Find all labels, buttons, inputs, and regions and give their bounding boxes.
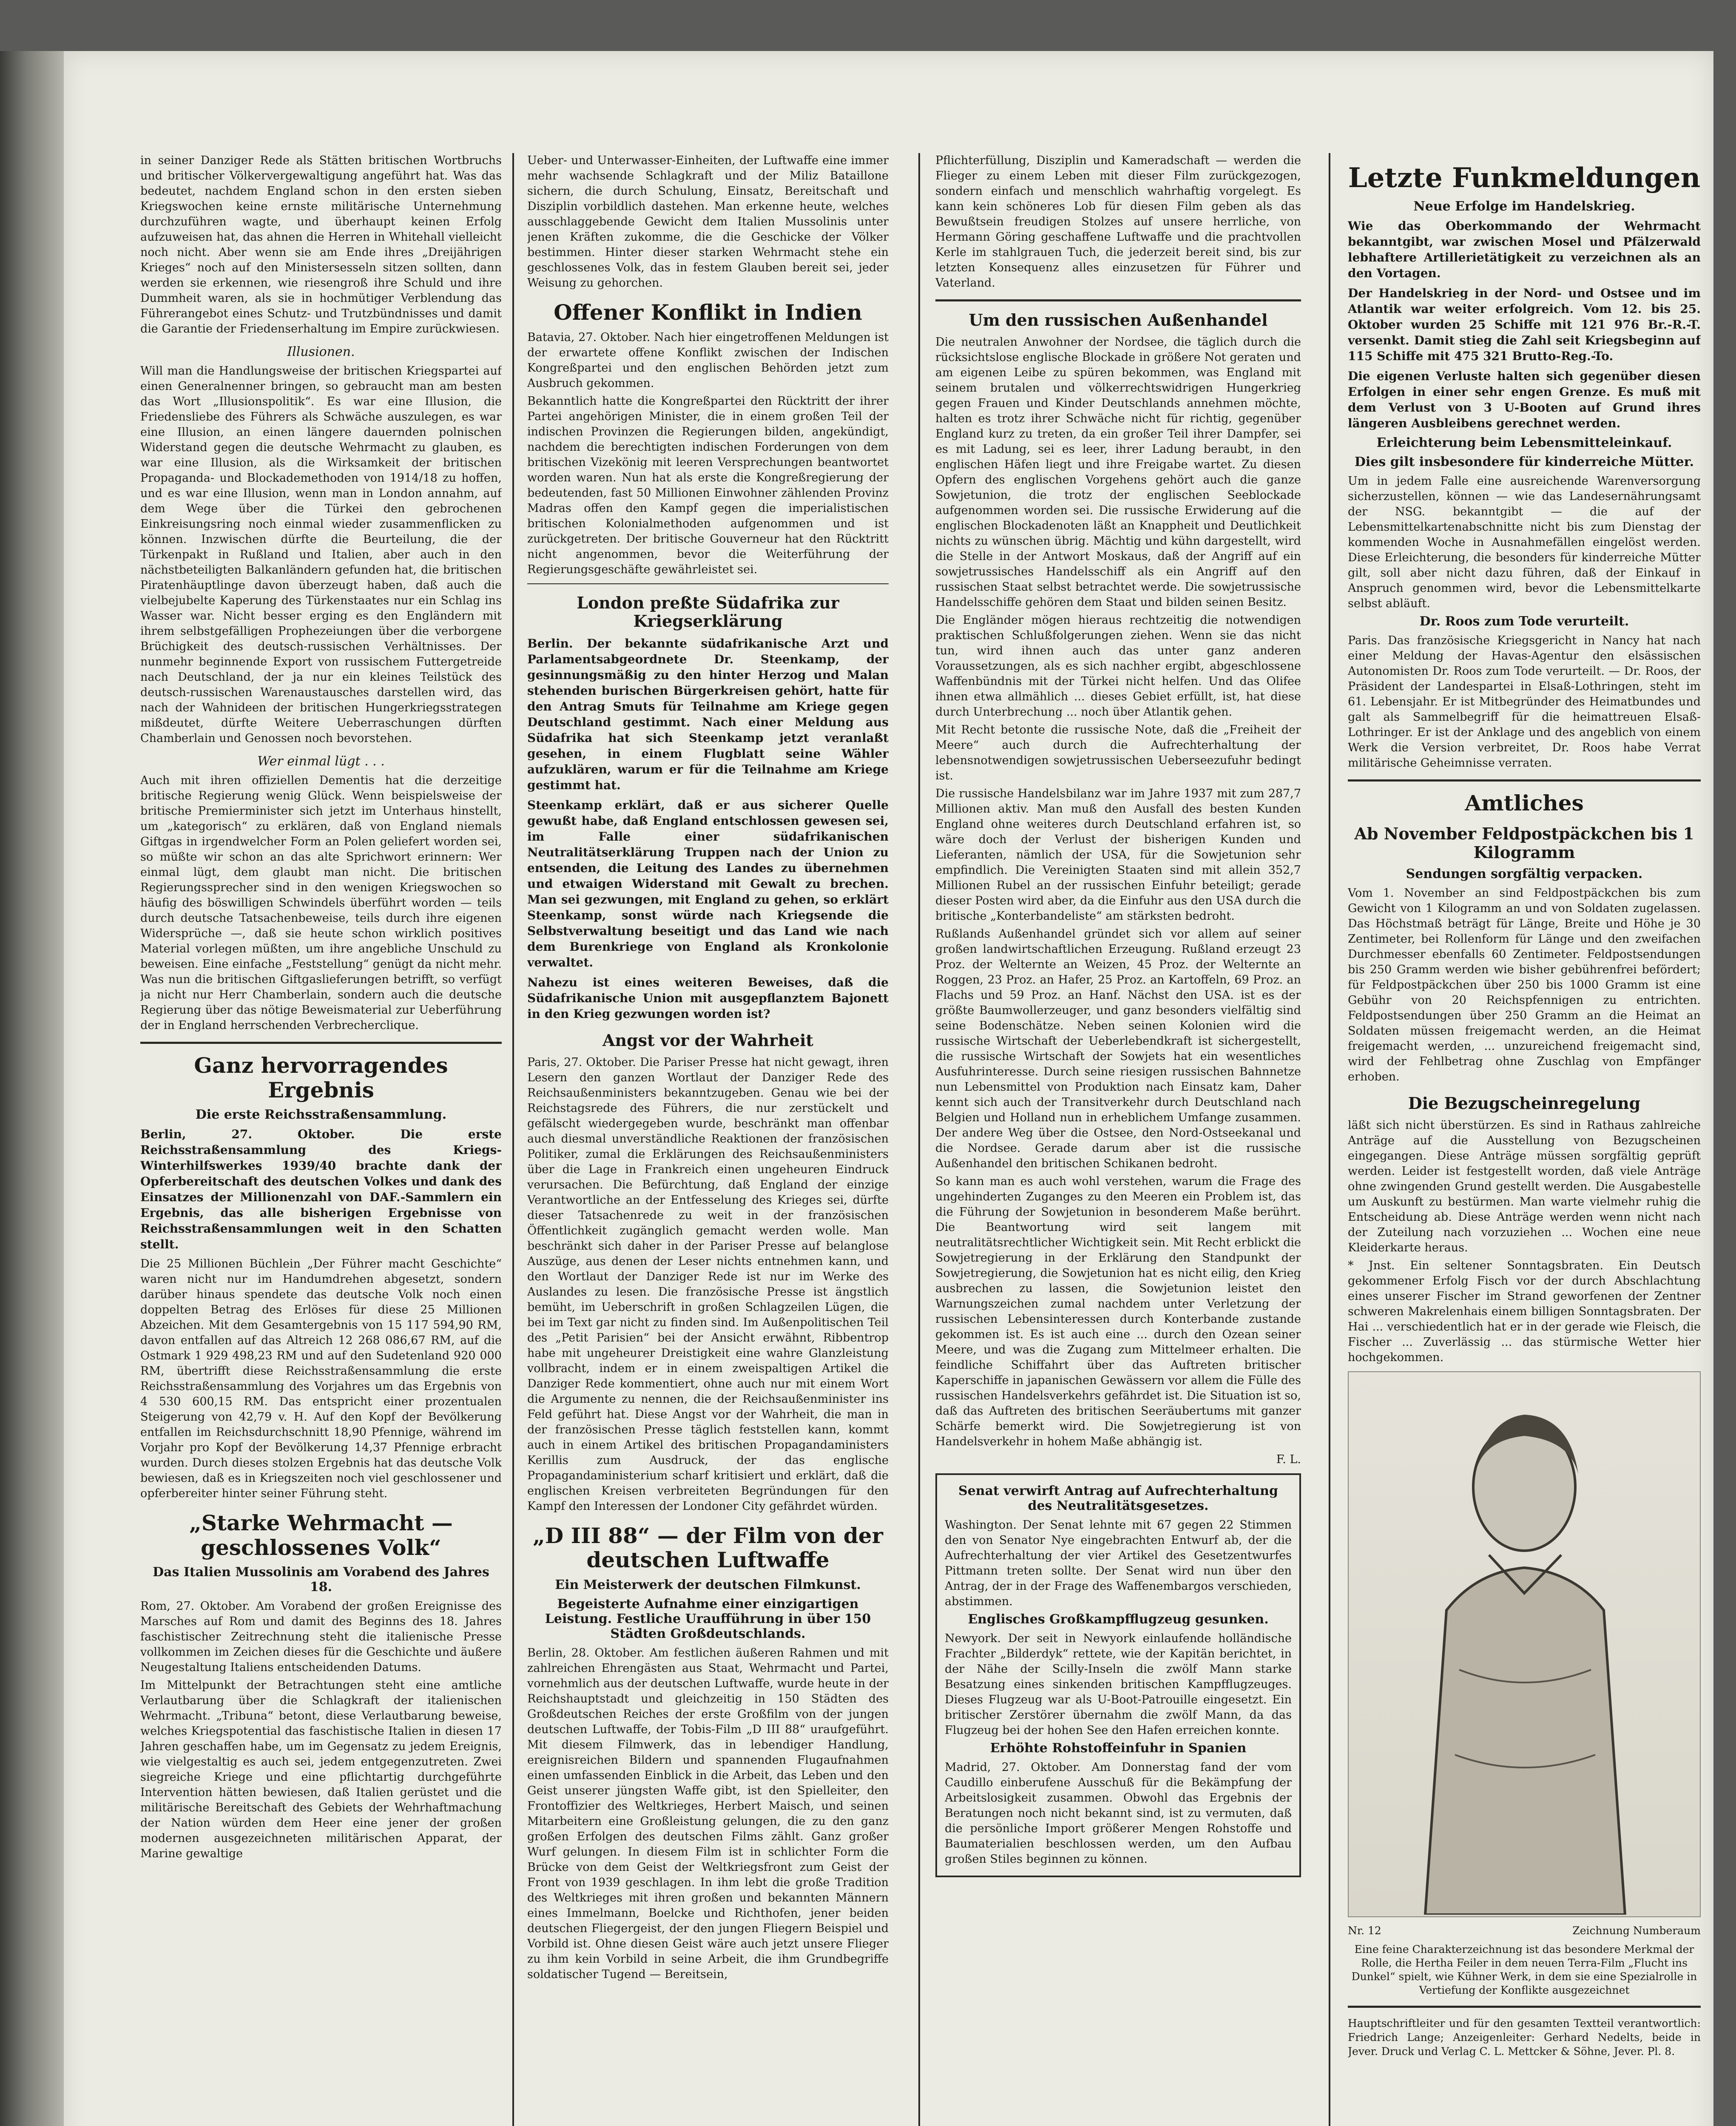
article-text: Mit Recht betonte die russische Note, daß die „Freiheit der Meere“ auch durch die Aufrechterhaltung der lebensnotwendigen sowjetrussischen Ueberseezufuhr bedingt ist. — [935, 723, 1301, 782]
divider — [527, 583, 889, 584]
headline: Letzte Funkmeldungen — [1348, 162, 1701, 194]
article-text: Batavia, 27. Oktober. Nach hier eingetroffenen Meldungen ist der erwartete offene Konflikt zwischen der Indischen Kongreßpartei und den englischen Behörden jetzt zum Ausbruch gekommen. — [527, 330, 889, 390]
lead-text: Nahezu ist eines weiteren Beweises, daß die Südafrikanische Union mit ausgepflanztem Bajonett in den Krieg gezwungen worden ist? — [527, 975, 889, 1021]
article-text: Die 25 Millionen Büchlein „Der Führer macht Geschichte“ waren nicht nur im Handumdrehen abgesetzt, sondern darüber hinaus spendete das deutsche Volk noch einen doppelten Betrag des Erlöses für diese 25 Millionen Abzeichen. Mit dem Gesamtergebnis von 15 117 594,90 RM, davon entfallen auf das Altreich 12 268 086,67 RM, auf die Ostmark 1 929 498,23 RM und auf den Sudetenland 920 000 RM, übertrifft diese Reichsstraßensammlung die erste Reichsstraßensammlung des Vorjahres um das Ergebnis von 4 530 600,15 RM. Das entspricht einer prozentualen Steigerung von 42,79 v. H. Auf den Kopf der Bevölkerung entfallen im Reichsdurchschnitt 18,90 Pfennige, während im Vorjahr pro Kopf der Bevölkerung 14,37 Pfennige erbracht wurden. Durch dieses stolzen Ergebnis hat das deutsche Volk bewiesen, daß es in Kriegszeiten noch viel geschlossener und opferbereiter hinter seiner Führung steht. — [140, 1257, 502, 1500]
article-text: * Jnst. Ein seltener Sonntagsbraten. Ein Deutsch gekommener Erfolg Fisch vor der durch Abschlachtung eines unserer Fischer im Strand geworfenen der Zentner schweren Makrelenhais einem billigen Sonntagsbraten. Der Hai ... verschiedentlich hat er in der gerade wie Fleisch, die Fischer ... Zuverlässig ... das stürmische Wetter hier hochgekommen. — [1348, 1259, 1701, 1364]
column-rule — [918, 153, 920, 2126]
headline: Ab November Feldpostpäckchen bis 1 Kilogramm — [1354, 824, 1694, 862]
article-text: Auch mit ihren offiziellen Dementis hat die derzeitige britische Regierung wenig Glück. Wenn beispielsweise der britische Premierminister sich jetzt im Unterhaus hinstellt, um „kategorisch“ zu erklären, daß von England niemals Giftgas in irgendwelcher Form an Polen geliefert worden sei, so müßte wir schon an das alte Sprichwort erinnern: Wer einmal lügt, dem glaubt man nicht. Die britischen Regierungssprecher sind in den wenigen Kriegswochen so häufig des böswilligen Schwindels überführt worden — teils durch deutsche Tatsachenbeweise, teils durch ihre eigenen Widersprüche —, daß sie heute schon wirklich positives Material vorlegen müßten, um ihre angebliche Unschuld zu beweisen. Eine einfache „Feststellung“ genügt da nicht mehr. Was nun die britischen Giftgaslieferungen betrifft, so verfügt ja nicht nur Herr Chamberlain, sondern auch die deutsche Regierung über das nötige Beweismaterial zur Ueberführung der in England herrschenden Verbrecherclique. — [140, 774, 502, 1032]
caption-text: Eine feine Charakterzeichnung ist das besondere Merkmal der Rolle, die Hertha Feiler in dem neuen Terra-Film „Flucht ins Dunkel“ spielt, wie Kühner Werk, in dem sie eine Spezialrolle in Vertiefung der Konflikte ausgezeichnet — [1351, 1943, 1697, 1997]
kicker: Englisches Großkampfflugzeug gesunken. — [968, 1612, 1269, 1627]
article-text: Vom 1. November an sind Feldpostpäckchen bis zum Gewicht von 1 Kilogramm an und von Soldaten zugelassen. Das Höchstmaß beträgt für Länge, Breite und Höhe je 30 Zentimeter, bei Rollenform für Länge und den zweifachen Durchmesser ebenfalls 60 Zentimeter. Feldpostsendungen bis 250 Gramm werden wie bisher gebührenfrei befördert; für Feldpostpäckchen über 250 bis 1000 Gramm ist eine Gebühr von 20 Reichspfennigen zu entrichten. Feldpostsendungen über 250 Gramm an die Heimat an Soldaten müssen freigemacht werden, an die Heimat freigemacht werden, ... unzureichend freigemacht sind, wird der Fehlbetrag ohne Zuschlag von Empfänger erhoben. — [1348, 887, 1701, 1084]
caption-row — [1348, 1921, 1701, 1940]
column-1 — [140, 153, 502, 2126]
subheading: Illusionen. — [287, 344, 355, 359]
article-text: Im Mittelpunkt der Betrachtungen steht eine amtliche Verlautbarung über die Schlagkraft der italienischen Wehrmacht. „Tribuna“ betont, diese Verlautbarung beweise, welches Kriegspotential das faschistische Italien in diesen 17 Jahren geschaffen habe, um im Gegensatz zu jedem Ereignis, wie vielgestaltig es auch sei, jedem entgegenzutreten. Zwei siegreiche Kriege und eine pflichtartig durchgeführte Intervention hätten bewiesen, daß Italien gerüstet und die militärische Bereitschaft des Gebiets der Wehrhaftmachung der Nation würden dem Heer eine jener der großen modernen ausgezeichneten militärischen Apparat, der Marine gewaltige — [140, 1679, 502, 1860]
signature: F. L. — [1276, 1452, 1301, 1466]
subheading: Wer einmal lügt . . . — [257, 754, 385, 769]
headline: London preßte Südafrika zur Kriegserklärung — [577, 593, 839, 631]
headline: Ganz hervorragendes Ergebnis — [194, 1053, 448, 1103]
portrait-drawing — [1349, 1372, 1700, 1915]
page-edge — [0, 51, 64, 2126]
kicker: Das Italien Mussolinis am Vorabend des Jahres 18. — [153, 1565, 489, 1594]
lead-text: Wie das Oberkommando der Wehrmacht bekanntgibt, war zwischen Mosel und Pfälzerwald lebhaftere Artillerietätigkeit zu verzeichnen als an den Vortagen. — [1348, 219, 1701, 280]
divider — [1348, 2006, 1701, 2008]
kicker: Begeisterte Aufnahme einer einzigartigen Leistung. Festliche Uraufführung in über 150 Städten Großdeutschlands. — [545, 1596, 871, 1641]
article-text: Newyork. Der seit in Newyork einlaufende holländische Frachter „Bilderdyk“ rettete, wie der Kapitän berichtet, in der Nähe der Scilly-Inseln die zwölf Mann starke Besatzung eines sinkenden britischen Kampfflugzeuges. Dieses Flugzeug war als U-Boot-Patrouille eingesetzt. Ein britischer Zerstörer übernahm die zwölf Mann, da das Flugzeug bei der hohen See den Hafen erreichen konnte. — [945, 1631, 1292, 1737]
lead-text: Berlin. Der bekannte südafrikanische Arzt und Parlamentsabgeordnete Dr. Steenkamp, der gesinnungsmäßig zu den hinter Herzog und Malan stehenden burischen Bürgerkreisen gehört, hatte für den Antrag Smuts für Teilnahme am Kriege gegen Deutschland gestimmt. Nach einer Meldung aus Südafrika hat sich Steenkamp jetzt veranlaßt gesehen, in einem Flugblatt seine Wähler aufzuklären, warum er für die Teilnahme am Kriege gestimmt hat. — [527, 636, 889, 792]
imprint: Hauptschriftleiter und für den gesamten Textteil verantwortlich: Friedrich Lange; Anzeigenleiter: Gerhard Nedelts, beide in Jever. Druck und Verlag C. L. Mettcker & Söhne, Jever. Pl. 8. — [1348, 2017, 1701, 2058]
headline: Amtliches — [1465, 790, 1584, 816]
article-text: So kann man es auch wohl verstehen, warum die Frage des ungehinderten Zuganges zu den Meeren ein Problem ist, das die Führung der Sowjetunion in besonderem Maße berührt. Die Beantwortung wird seit langem mit neutralitätsrechtlicher Wichtigkeit sein. Mit Recht erblickt die Sowjetregierung in der Erklärung den Standpunkt der Sowjetregierung, die Sowjetunion hat es nicht eilig, den Krieg ausbrechen zu lassen, die Sowjetunion leistet den Warnungszeichen zumal nachdem unter Verletzung der russischen Lebensinteressen durch Konterbande zustande gekommen ist. Es ist auch eine ... durch den Ozean seiner Meere, und was die Zugang zum Mittelmeer erhalten. Die feindliche Schiffahrt über das Auftreten britischer Kaperschiffe in japanischen Gewässern vor allem die Fülle des russischen Handelsverkehrs gefährdet ist. Die Situation ist so, daß das Auftreten des britischen Seeräubertums mit ganzer Schärfe bemerkt wird. Die Sowjetregierung ist von Handelsverkehr in hohem Maße abhängig ist. — [935, 1174, 1301, 1448]
kicker: Erhöhte Rohstoffeinfuhr in Spanien — [990, 1740, 1247, 1756]
lead-text: Berlin, 27. Oktober. Die erste Reichsstraßensammlung des Kriegs-Winterhilfswerkes 1939/40 brachte dank der Opferbereitschaft des deutschen Volkes und dank des Einsatzes der Millionenzahl von DAF.-Sammlern ein Ergebnis, das alle bisherigen Ergebnisse von Reichsstraßensammlungen weit in den Schatten stellt. — [140, 1127, 502, 1251]
headline: Die Bezugscheinregelung — [1408, 1094, 1641, 1113]
kicker: Neue Erfolge im Handelskrieg. — [1413, 199, 1635, 214]
lead-text: Die eigenen Verluste halten sich gegenüber diesen Erfolgen in einer sehr engen Grenze. Es muß mit dem Verlust von 3 U-Booten auf Grund ihres längeren Ausbleibens gerechnet werden. — [1348, 369, 1701, 430]
column-2 — [527, 153, 889, 2126]
headline: „D III 88“ — der Film von der deutschen Luftwaffe — [533, 1523, 883, 1573]
headline: Angst vor der Wahrheit — [602, 1030, 813, 1050]
kicker: Die erste Reichsstraßensammlung. — [195, 1107, 447, 1122]
headline: Um den russischen Außenhandel — [969, 310, 1268, 330]
article-text: Paris, 27. Oktober. Die Pariser Presse hat nicht gewagt, ihren Lesern den ganzen Wortlaut der Danziger Rede des Reichsaußenministers bekanntzugeben. Genau wie bei der Reichstagsrede des Führers, die nur zerstückelt und gefälscht wiedergegeben wurde, beschränkt man offenbar auch diesmal unverständliche Reaktionen der französischen Politiker, zumal die Erklärungen des Reichsaußenministers über die Lage in Frankreich einen ungeheuren Eindruck verursachen. Die Befürchtung, daß England der einzige Verantwortliche an der Entfesselung des Krieges sei, dürfte dieser Tatsachenrede zu weit in der französischen Öffentlichkeit zugänglich gemacht werden wolle. Man beschränkt sich daher in der Pariser Presse auf belanglose Auszüge, aus denen der Leser nichts entnehmen kann, und den Wortlaut der Danziger Rede ist nur im Werke des Auslandes zu lesen. Die französische Presse ist ängstlich bemüht, im Ueberschrift in großen Schlagzeilen Lügen, die bei im Text gar nicht zu finden sind. Im Außenpolitischen Teil des „Petit Parisien“ bei der Ansicht erwähnt, Ribbentrop habe mit ungeheurer Dreistigkeit eine wahre Glanzleistung vollbracht, indem er in einem zweispaltigen Artikel die Danziger Rede kommentiert, ohne auch nur mit einem Wort die Argumente zu nennen, die der Reichsaußenminister ins Feld geführt hat. Diese Angst vor der Wahrheit, die man in der französischen Presse täglich feststellen kann, kommt auch in einem Artikel des britischen Propagandaministers Kerillis zum Ausdruck, der das englische Propagandaministerium scharf kritisiert und erklärt, daß die englischen Kreisen verbreiteten Begründungen für den Kampf den Interessen der Londoner City gefährdet würden. — [527, 1055, 889, 1513]
article-text: Madrid, 27. Oktober. Am Donnerstag fand der vom Caudillo einberufene Ausschuß für die Bekämpfung der Arbeitslosigkeit zusammen. Obwohl das Ergebnis der Beratungen noch nicht bekannt sind, ist zu vermuten, daß die persönliche Import größerer Mengen Rohstoffe und Baumaterialien beschlossen werden, um den Aufbau großen Stiles beginnen zu können. — [945, 1760, 1292, 1866]
newspaper-page — [64, 51, 1713, 2126]
caption-number: Nr. 12 — [1348, 1924, 1381, 1937]
article-text: Die Engländer mögen hieraus rechtzeitig die notwendigen praktischen Schlußfolgerungen ziehen. Wenn sie das nicht tun, wird ihnen auch das unter ganz anderen Voraussetzungen, als es sich nachher ergibt, abgeschlossene Waffenbündnis mit der Türkei nicht helfen. Und das Olifee ihnen etwa allmählich ... dieses Gebiet erfüllt, ist, hat diese durch Unterbrechung ... noch über Atlantik gehen. — [935, 613, 1301, 719]
lead-text: Steenkamp erklärt, daß er aus sicherer Quelle gewußt habe, daß England entschlossen gewesen sei, im Falle einer südafrikanischen Neutralitätserklärung Truppen nach der Union zu entsenden, die Leitung des Landes zu übernehmen und etwaigen Widerstand mit Gewalt zu brechen. Man sei gezwungen, mit England zu gehen, so erklärt Steenkamp, sonst würde nach Kriegsende die Selbstverwaltung beseitigt und das Land wie nach dem Burenkriege von England als Kronkolonie verwaltet. — [527, 798, 889, 969]
article-text: Rußlands Außenhandel gründet sich vor allem auf seiner großen landwirtschaftlichen Erzeugung. Rußland erzeugt 23 Proz. der Welternte an Weizen, 45 Proz. der Welternte an Roggen, 23 Proz. an Hafer, 25 Proz. an Kartoffeln, 69 Proz. an Flachs und 59 Proz. an Hanf. Nächst den USA. ist es der größte Baumwollerzeuger, und ganz besonders vielfältig sind seine Bodenschätze. Neben seinen Kolonien wird die russische Wirtschaft der Ueberlebendkraft ist sichergestellt, die russische Wirtschaft der Sowjets hat ein wesentliches Ausfuhrinteresse. Durch seine riesigen russischen Bahnnetze nun Lebensmittel von Produktion nach Einsatz kam, Daher kennt sich auch der Transitverkehr durch Deutschland nach Belgien und Holland nun in erheblichem Umfange zusammen. Der andere Weg über die Ostsee, den Nord-Ostseekanal und die Nordsee. Gerade darum aber ist die russische Außenhandel den britischen Schikanen bedroht. — [935, 927, 1301, 1170]
caption-credit: Zeichnung Numberaum — [1572, 1924, 1701, 1937]
column-rule — [1329, 153, 1330, 2126]
article-text: Rom, 27. Oktober. Am Vorabend der großen Ereignisse des Marsches auf Rom und damit des Beginns des 18. Jahres faschistischer Zeitrechnung steht die italienische Presse vollkommen im Zeichen dieses für die Geschichte und äußere Neugestaltung Italiens entscheidenden Datums. — [140, 1600, 502, 1674]
divider — [935, 299, 1301, 301]
article-text: Ueber- und Unterwasser-Einheiten, der Luftwaffe eine immer mehr wachsende Schlagkraft und der Miliz Bataillone sichern, die durch Schulung, Einsatz, Bereitschaft und Disziplin vorbildlich dastehen. Man erkenne heute, welches ausschlaggebende Gewicht dem Italien Mussolinis unter jenen Kräften zukomme, die die Geschicke der Völker bestimmen. Hinter dieser starken Wehrmacht stehe ein geschlossenes Volk, das in festem Glauben bereit sei, jeder Weisung zu gehorchen. — [527, 154, 889, 290]
article-text: läßt sich nicht überstürzen. Es sind in Rathaus zahlreiche Anträge auf die Ausstellung von Bezugscheinen eingegangen. Diese Anträge müssen sorgfältig geprüft werden. Leider ist festgestellt worden, daß viele Anträge ohne zwingenden Grund gestellt werden. Die Ausgabestelle um Auskunft zu bestürmen. Man warte vielmehr ruhig die Entscheidung ab. Diese Anträge werden wenn nicht nach der Zuteilung nach vorzuziehen ... Wochen eine neue Kleiderkarte heraus. — [1348, 1119, 1701, 1255]
article-text: in seiner Danziger Rede als Stätten britischen Wortbruchs und britischer Völkervergewaltigung angeführt hat. Was das bedeutet, nachdem England schon in den ersten sieben Kriegswochen keine ernste militärische Unternehmung durchzuführen wagte, und überhaupt keinen Erfolg aufzuweisen hat, das ahnen die Herren in Whitehall vielleicht noch nicht. Aber wenn sie am Ende ihres „Dreijährigen Krieges“ noch auf den Ministersesseln sitzen sollten, dann werden sie erkennen, wie riesengroß ihre Schuld und ihre Dummheit waren, als sie in hochmütiger Verblendung das Führerangebot eines Schutz- und Trutzbündnisses und damit die Garantie der Friedenserhaltung im Empire zurückwiesen. — [140, 154, 502, 335]
divider — [140, 1042, 502, 1044]
kicker: Dr. Roos zum Tode verurteilt. — [1419, 614, 1629, 629]
kicker: Ein Meisterwerk der deutschen Filmkunst. — [555, 1577, 861, 1592]
article-text: Bekanntlich hatte die Kongreßpartei den Rücktritt der ihrer Partei angehörigen Minister, die in einem großen Teil der indischen Provinzen die Regierungen bilden, angekündigt, nachdem die berechtigten indischen Forderungen von dem britischen Vizekönig mit leeren Versprechungen beantwortet worden waren. Nun hat als erste die Kongreßregierung der bedeutenden, fast 50 Millionen Einwohner zählenden Provinz Madras offen den Kampf gegen die imperialistischen britischen Kolonialmethoden aufgenommen und ist zurückgetreten. Der britische Gouverneur hat den Rücktritt nicht angenommen, bevor die Weiterführung der Regierungsgeschäfte gewährleistet sei. — [527, 394, 889, 576]
headline: „Starke Wehrmacht — geschlossenes Volk“ — [189, 1510, 453, 1560]
column-rule — [512, 153, 514, 2126]
article-text: Pflichterfüllung, Disziplin und Kameradschaft — werden die Flieger zu einem Leben mit dieser Film zurückgezogen, sondern einfach und menschlich wahrhaftig vorgelegt. Es kann kein schöneres Lob für diesen Film geben als das Bewußtsein freudigen Stolzes auf unsere herrliche, von Hermann Göring geschaffene Luftwaffe und die prachtvollen Kerle im stahlgrauen Tuch, die jederzeit bereit sind, bis zur letzten Konsequenz alles einzusetzen für Führer und Vaterland. — [935, 154, 1301, 290]
article-text: Washington. Der Senat lehnte mit 67 gegen 22 Stimmen den von Senator Nye eingebrachten Entwurf ab, der die Aufrechterhaltung der vier Artikel des Gesetzentwurfes Pittmann treten sollte. Der Senat wird nun über den Antrag, der in der Frage des Waffenembargos verschieden, abstimmen. — [945, 1518, 1292, 1608]
lead-text: Der Handelskrieg in der Nord- und Ostsee und im Atlantik war weiter erfolgreich. Vom 12. bis 25. Oktober wurden 25 Schiffe mit 121 976 Br.-R.-T. versenkt. Damit stieg die Zahl seit Kriegsbeginn auf 115 Schiffe mit 475 321 Brutto-Reg.-To. — [1348, 286, 1701, 363]
kicker: Sendungen sorgfältig verpacken. — [1406, 867, 1643, 882]
article-text: Paris. Das französische Kriegsgericht in Nancy hat nach einer Meldung der Havas-Agentur den elsässischen Autonomisten Dr. Roos zum Tode verurteilt. — Dr. Roos, der Präsident der Landespartei in Elsaß-Lothringen, steht im 61. Lebensjahr. Er ist Mitbegründer des Heimatbundes und galt als Sammelbegriff für die heimattreuen Elsaß-Lothringer. Er ist der Anklage und des angeblich von einem Werk die Version verbreitet, Dr. Roos habe Verrat militärische Geheimnisse verraten. — [1348, 634, 1701, 770]
kicker: Senat verwirft Antrag auf Aufrechterhaltung des Neutralitätsgesetzes. — [958, 1483, 1278, 1513]
kicker: Erleichterung beim Lebensmitteleinkauf. — [1376, 435, 1672, 450]
column-3 — [935, 153, 1301, 2126]
news-box — [935, 1473, 1301, 1877]
divider — [1348, 779, 1701, 782]
article-text: Um in jedem Falle eine ausreichende Warenversorgung sicherzustellen, können — wie das Landesernährungsamt der NSG. bekanntgibt — die auf der Lebensmittelkartenabschnitte nicht bis zum Dienstag der kommenden Woche in Ausnahmefällen eingelöst werden. Diese Erleichterung, die besonders für kinderreiche Mütter gilt, soll aber nicht dazu führen, daß der Einkauf in Anspruch genommen wird, bevor die Lebensmittelkarte selbst abläuft. — [1348, 474, 1701, 610]
headline: Offener Konflikt in Indien — [554, 300, 862, 325]
kicker: Dies gilt insbesondere für kinderreiche Mütter. — [1354, 454, 1694, 469]
article-text: Die russische Handelsbilanz war im Jahre 1937 mit zum 287,7 Millionen aktiv. Man muß den Ausfall des besten Kunden England ohne weiteres durch Deutschland erfahren ist, so wäre doch der Verlust der bisherigen Kunden und Lieferanten, nämlich der USA, für die Sowjetunion sehr empfindlich. Die Vereinigten Staaten sind mit allein 352,7 Millionen Rubel an der russischen Einfuhr beteiligt; gerade dieser Posten wird aber, da die Einfuhr aus den USA durch die britische „Konterbandeliste“ am stärksten bedroht. — [935, 787, 1301, 923]
column-4 — [1348, 153, 1701, 2126]
article-text: Will man die Handlungsweise der britischen Kriegspartei auf einen Generalnenner bringen, so gebraucht man am besten das Wort „Illusionspolitik“. Es war eine Illusion, die Friedensliebe des Führers als Schwäche auszulegen, es war eine Illusion, an einen längere dauernden polnischen Widerstand gegen die deutsche Wehrmacht zu glauben, es war eine Illusion, als die Wirksamkeit der britischen Propaganda- und Blockademethoden von 1914/18 zu hoffen, und es war eine Illusion, wenn man in London annahm, auf dem Wege über die Türkei den gebrochenen Einkreisungsring noch einmal wieder zusammenflicken zu können. Inzwischen dürfte die Beurteilung, die der Türkenpakt in Rußland und Italien, aber auch in den nächstbeteiligten Balkanländern gefunden hat, die britischen Piratenhäuptlinge davon überzeugt haben, daß auch die vielbejubelte Kaperung des Türkenstaates nur ein Schlag ins Wasser war. Nicht besser erging es den Engländern mit ihrem selbstgefälligen Prophezeiungen über die verborgene Brüchigkeit des deutsch-russischen Verhältnisses. Der nunmehr beginnende Export von russischem Futtergetreide nach Deutschland, der ja nur ein kleines Teilstück des deutsch-russischen Warenaustausches darstellen wird, das nach der Wahnideen der britischen Hungerkriegsstrategen mißdeutet, dürfte Weitere Ueberraschungen dürften Chamberlain und Genossen noch bevorstehen. — [140, 364, 502, 745]
film-illustration — [1348, 1371, 1701, 1917]
article-text: Berlin, 28. Oktober. Am festlichen äußeren Rahmen und mit zahlreichen Ehrengästen aus Staat, Wehrmacht und Partei, vornehmlich aus der deutschen Luftwaffe, wurde heute in der Reichshauptstadt und gleichzeitig in 150 Städten des Großdeutschen Reiches der erste Großfilm von der jungen deutschen Luftwaffe, der Tobis-Film „D III 88“ uraufgeführt. Mit diesem Filmwerk, das in lebendiger Handlung, ereignisreichen Bildern und spannenden Flugaufnahmen einen umfassenden Einblick in die Arbeit, das Leben und den Geist unserer jüngsten Waffe gibt, ist den Spielleiter, den Frontoffizier des Weltkrieges, Herbert Maisch, und seinen Mitarbeitern eine Großleistung gelungen, die zu den ganz großen Erfolgen des deutschen Films zählt. Ganz großer Wurf gelungen. In diesem Film ist in schlichter Form die Brücke von dem Geist der Weltkriegsfront zum Geist der Front von 1939 geschlagen. In ihm lebt die große Tradition des Weltkrieges mit ihren großen und bekannten Männern eines Immelmann, Boelcke und Richthofen, jener beiden deutschen Fliegergeist, der den jungen Fliegern Beispiel und Vorbild ist. Ohne diesen Geist wäre auch jetzt unsere Flieger zu ihm kein Vorbild in seine Arbeit, die ihm Grundbegriffe soldatischer Tugend — Bereitsein, — [527, 1646, 889, 1981]
article-text: Die neutralen Anwohner der Nordsee, die täglich durch die rücksichtslose englische Blockade in größere Not geraten und am eigenen Leibe zu spüren bekommen, was England mit seinem brutalen und völkerrechtswidrigen Hungerkrieg gegen Frauen und Kinder Deutschlands annehmen möchte, halten es trotz ihrer Schwäche nicht für richtig, gegenüber England kurz zu treten, da ein großer Teil ihrer Dampfer, sei es mit Ladung, sei es leer, ihrer Ladung beraubt, in den englischen Häfen liegt und ihre Freigabe wartet. Zu diesen Opfern des englischen Vorgehens gehört auch die ganze Sowjetunion, die trotz der englischen Seeblockade aufgenommen worden sei. Die russische Erwiderung auf die englischen Blockadenoten läßt an Knappheit und Deutlichkeit nichts zu wünschen übrig. Mächtig und kühn dargestellt, wird die Stelle in der Antwort Moskaus, daß der Angriff auf ein sowjetrussisches Handelsschiff als ein Angriff auf den russischen Staat selbst betrachtet werde. Die sowjetrussische Handelsschiffe gehören dem Staat und bilden seinen Besitz. — [935, 335, 1301, 609]
